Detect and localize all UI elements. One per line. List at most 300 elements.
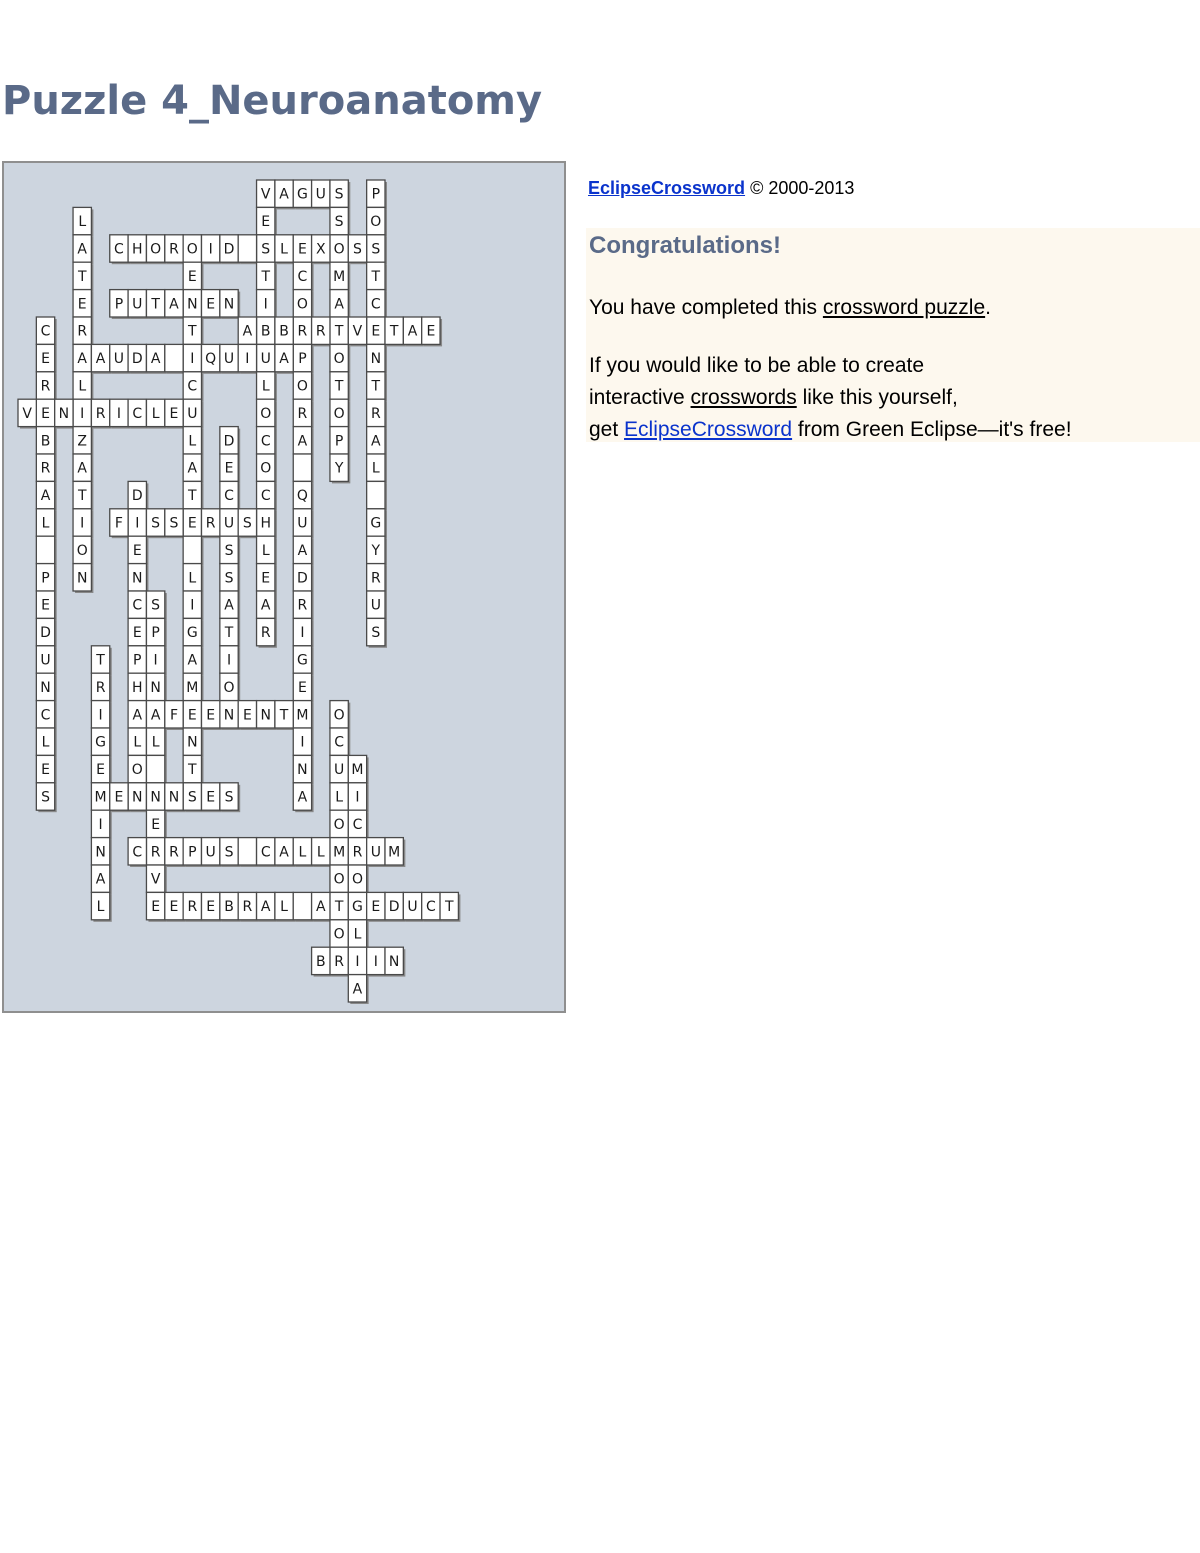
crossword-cell-letter: R — [95, 679, 106, 696]
crossword-cell-letter: R — [370, 570, 381, 587]
crossword-cell-letter: Y — [371, 542, 381, 559]
crossword-cell-letter: S — [169, 515, 179, 532]
completed-prefix: You have completed this — [589, 296, 823, 319]
crossword-cell — [330, 207, 348, 234]
crossword-cell — [330, 947, 348, 974]
crossword-cell-letter: E — [41, 762, 50, 779]
crossword-cell — [293, 180, 311, 207]
crossword-cell-letter: D — [40, 625, 51, 642]
crossword-cell — [183, 646, 201, 673]
crossword-cell-letter: T — [389, 323, 399, 340]
crossword-cell-letter: C — [132, 597, 143, 614]
crossword-cell — [293, 454, 311, 481]
crossword-cell — [146, 728, 164, 755]
create-line-3-suffix: from Green Eclipse—it's free! — [792, 418, 1072, 441]
create-line-2-prefix: interactive — [589, 386, 691, 409]
crossword-cell — [367, 838, 385, 865]
crossword-cell-letter: P — [371, 186, 381, 203]
eclipsecrossword-link[interactable]: EclipseCrossword — [588, 178, 746, 198]
crossword-cell-letter: N — [370, 351, 382, 368]
crossword-cell — [146, 673, 164, 700]
crossword-cell — [385, 892, 403, 919]
crossword-cell-letter: L — [280, 899, 288, 916]
crossword-cell — [91, 838, 109, 865]
crossword-cell-letter: T — [334, 378, 344, 395]
crossword-cell-letter: U — [407, 899, 418, 916]
crossword-cell-letter: R — [40, 460, 51, 477]
crossword-cell-letter: T — [279, 707, 289, 724]
crossword-cell-letter: D — [223, 433, 235, 450]
crossword-cell-letter: L — [353, 926, 362, 943]
crossword-cell-letter: G — [95, 734, 107, 751]
crossword-cell-letter: G — [352, 899, 363, 916]
crossword-cell-letter: T — [444, 899, 454, 916]
crossword-cell — [367, 509, 385, 536]
crossword-cell-letter: R — [370, 405, 381, 422]
crossword-cell — [202, 892, 220, 919]
crossword-cell — [257, 481, 275, 508]
crossword-cell — [128, 755, 146, 782]
crossword-cell-letter: R — [297, 323, 308, 340]
crossword-cell-letter: E — [151, 899, 161, 916]
crossword-cell-letter: R — [242, 899, 253, 916]
crossword-cell-letter: D — [297, 570, 308, 587]
crossword-cell — [202, 235, 220, 262]
crossword-cell — [293, 755, 311, 782]
crossword-cell — [293, 591, 311, 618]
crossword-cell-letter: L — [261, 542, 270, 559]
crossword-cell-letter: U — [132, 296, 143, 313]
crossword-cell-letter: I — [300, 734, 305, 751]
crossword-cell — [110, 783, 128, 810]
crossword-cell-letter: S — [371, 625, 381, 642]
crossword-cell — [183, 372, 201, 399]
crossword-cell-letter: R — [187, 899, 198, 916]
crossword-cell — [238, 344, 256, 371]
crossword-cell — [146, 646, 164, 673]
crossword-cell-letter: P — [41, 570, 50, 587]
crossword-cell-letter: O — [131, 762, 143, 779]
crossword-cell — [275, 701, 293, 728]
crossword-cell — [128, 618, 146, 645]
crossword-cell — [257, 701, 275, 728]
crossword-cell — [422, 317, 440, 344]
crossword-cell — [220, 618, 238, 645]
crossword-cell — [293, 262, 311, 289]
crossword-cell-letter: O — [296, 378, 308, 395]
crossword-cell-letter: T — [151, 296, 160, 313]
crossword-cell — [293, 399, 311, 426]
crossword-cell-letter: H — [132, 679, 143, 696]
crossword-cell-letter: Y — [334, 460, 344, 477]
crossword-cell-letter: S — [224, 844, 234, 861]
crossword-cell — [257, 262, 275, 289]
crossword-cell — [146, 290, 164, 317]
get-eclipsecrossword-link[interactable]: EclipseCrossword — [624, 418, 793, 441]
crossword-cell-letter: I — [355, 953, 360, 970]
crossword-cell-letter: N — [150, 679, 161, 696]
crossword-cell — [312, 838, 330, 865]
crossword-cell — [257, 290, 275, 317]
crossword-cell — [183, 317, 201, 344]
crossword-cell-letter: M — [351, 762, 364, 779]
crossword-cell — [312, 317, 330, 344]
crossword-cell — [202, 783, 220, 810]
crossword-cell — [367, 235, 385, 262]
crossword-cell — [128, 591, 146, 618]
crossword-cell-letter: A — [297, 433, 308, 450]
crossword-cell — [165, 892, 183, 919]
crossword-cell — [73, 509, 91, 536]
crossword-cell — [146, 865, 164, 892]
crossword-cell-letter: O — [260, 460, 272, 477]
crossword-cell-letter: O — [260, 405, 272, 422]
crossword-cell-letter: N — [58, 405, 70, 422]
crossword-cell-letter: A — [187, 652, 198, 669]
crossword-cell-letter: G — [296, 186, 308, 203]
crossword-cell — [128, 290, 146, 317]
crossword-cell-letter: P — [298, 351, 307, 368]
crossword-cell — [330, 454, 348, 481]
crossword-cell — [257, 454, 275, 481]
crossword-cell-letter: A — [279, 844, 289, 861]
crossword-cell-letter: E — [132, 542, 142, 559]
crossword-cell — [275, 838, 293, 865]
crossword-cell-letter: S — [224, 789, 234, 806]
crossword-cell — [36, 536, 54, 563]
crossword-cell-letter: N — [187, 296, 198, 313]
crossword-cell-letter: R — [169, 241, 179, 258]
crossword-cell-letter: E — [96, 762, 106, 779]
crossword-cell — [257, 344, 275, 371]
crossword-cell — [36, 673, 54, 700]
crossword-cell-letter: N — [40, 679, 51, 696]
crossword-cell-letter: D — [388, 899, 400, 916]
crossword-cell — [146, 810, 164, 837]
crossword-cell-letter: E — [77, 296, 87, 313]
crossword-cell — [146, 783, 164, 810]
crossword-cell — [293, 235, 311, 262]
crossword-cell-letter: R — [352, 844, 363, 861]
crossword-cell-letter: U — [205, 844, 216, 861]
crossword-cell-box — [238, 235, 256, 262]
crossword-cell-letter: M — [388, 844, 401, 861]
copyright-text: © 2000-2013 — [750, 178, 855, 198]
crossword-cell — [220, 838, 238, 865]
crossword-cell-letter: S — [261, 241, 271, 258]
crossword-cell-letter: C — [425, 899, 436, 916]
crossword-cell — [110, 509, 128, 536]
crossword-cell-letter: O — [186, 241, 198, 258]
crossword-cell — [385, 838, 403, 865]
crossword-cell-letter: N — [95, 844, 106, 861]
congratulations-panel — [586, 228, 1200, 442]
crossword-cell — [128, 838, 146, 865]
crossword-cell — [312, 892, 330, 919]
crossword-cell-letter: M — [333, 844, 346, 861]
crossword-cell-letter: L — [151, 405, 160, 422]
crossword-cell-letter: O — [333, 405, 345, 422]
crossword-cell-letter: C — [114, 241, 124, 258]
crossword-cell-letter: C — [132, 405, 143, 422]
crossword-cell — [330, 262, 348, 289]
crossword-cell-letter: O — [150, 241, 162, 258]
crossword-cell — [220, 783, 238, 810]
crossword-cell — [73, 262, 91, 289]
crossword-cell — [36, 646, 54, 673]
crossword-cell — [293, 892, 311, 919]
crossword-cell — [128, 509, 146, 536]
crossword-cell-letter: B — [260, 323, 271, 340]
crossword-cell-letter: P — [334, 433, 344, 450]
crossword-cell — [348, 947, 366, 974]
crossword-cell-box — [36, 536, 54, 563]
crossword-cell-letter: N — [132, 570, 143, 587]
crossword-cell — [73, 454, 91, 481]
crossword-cell — [348, 975, 366, 1002]
crossword-cell — [257, 427, 275, 454]
crossword-cell — [367, 207, 385, 234]
crossword-cell-letter: R — [297, 405, 308, 422]
crossword-cell-letter: T — [334, 323, 344, 340]
crossword-cell-letter: E — [297, 679, 307, 696]
crossword-cell-letter: C — [187, 378, 198, 395]
crossword-cell — [238, 892, 256, 919]
crossword-cell — [91, 892, 109, 919]
crossword-cell — [220, 564, 238, 591]
crossword-cell — [146, 618, 164, 645]
crossword-cell-letter: E — [224, 460, 234, 477]
crossword-cell-letter: U — [223, 515, 235, 532]
crossword-cell-letter: L — [133, 734, 142, 751]
crossword-cell — [293, 783, 311, 810]
crossword-cell — [220, 591, 238, 618]
crossword-cell-letter: A — [352, 981, 363, 998]
crossword-cell-letter: E — [371, 899, 381, 916]
crossword-cell-letter: O — [223, 679, 235, 696]
crossword-cell-letter: O — [333, 241, 345, 258]
congrats-heading: Congratulations! — [589, 232, 781, 259]
crossword-cell-letter: L — [151, 734, 160, 751]
crossword-cell-letter: L — [261, 378, 270, 395]
crossword-cell-letter: R — [334, 953, 344, 970]
crossword-cell — [36, 427, 54, 454]
crossword-cell-letter: T — [261, 268, 271, 285]
crossword-cell — [183, 673, 201, 700]
crossword-cell — [202, 509, 220, 536]
crossword-cell — [293, 427, 311, 454]
crossword-cell-letter: T — [77, 488, 87, 505]
crossword-cell-letter: S — [371, 241, 381, 258]
crossword-cell-letter: L — [280, 241, 288, 258]
crossword-cell — [73, 427, 91, 454]
crossword-cell-letter: I — [98, 707, 103, 724]
crossword-cell-letter: L — [78, 378, 87, 395]
crossword-cell-letter: I — [355, 789, 360, 806]
crossword-cell — [348, 235, 366, 262]
crossword-cell — [91, 646, 109, 673]
crossword-cell — [275, 317, 293, 344]
crossword-cell-letter: P — [188, 844, 197, 861]
crossword-cell-letter: L — [335, 789, 344, 806]
crossword-cell-letter: O — [333, 926, 345, 943]
crossword-cell — [73, 235, 91, 262]
crossword-cell-letter: S — [224, 542, 234, 559]
crossword-cell-letter: U — [113, 351, 125, 368]
crossword-cell — [146, 591, 164, 618]
crossword-cell — [440, 892, 458, 919]
crossword-cell-letter: E — [114, 789, 124, 806]
crossword-cell — [257, 207, 275, 234]
crossword-cell-box — [146, 755, 164, 782]
crossword-cell-letter: P — [133, 652, 142, 669]
crossword-cell-letter: L — [371, 460, 380, 477]
crossword-cell-letter: N — [223, 296, 235, 313]
crossword-cell-letter: F — [169, 707, 179, 724]
crossword-cell — [385, 317, 403, 344]
crossword-cell-letter: A — [242, 323, 253, 340]
crossword-cell — [128, 344, 146, 371]
crossword-cell — [91, 810, 109, 837]
crossword-cell — [257, 536, 275, 563]
crossword-cell-letter: A — [150, 351, 161, 368]
crossword-cell-letter: U — [370, 597, 381, 614]
crossword-cell — [367, 536, 385, 563]
crossword-cell — [202, 290, 220, 317]
crossword-cell-letter: R — [95, 405, 106, 422]
crossword-cell — [220, 701, 238, 728]
crossword-cell — [330, 783, 348, 810]
crossword-cell-letter: L — [316, 844, 325, 861]
crossword-cell-letter: S — [224, 570, 234, 587]
crossword-cell — [257, 372, 275, 399]
crossword-cell-letter: O — [333, 351, 345, 368]
crossword-cell-letter: L — [96, 899, 105, 916]
crossword-cell — [220, 509, 238, 536]
crossword-cell-letter: B — [40, 433, 51, 450]
crossword-cell — [257, 892, 275, 919]
crossword-cell — [91, 344, 109, 371]
crossword-cell — [146, 701, 164, 728]
crossword-cell-letter: A — [77, 351, 88, 368]
crossword-cell-letter: E — [41, 405, 50, 422]
crossword-cell-letter: R — [77, 323, 88, 340]
crossword-svg — [4, 163, 564, 1011]
crossword-cell — [367, 947, 385, 974]
crossword-cell — [128, 728, 146, 755]
crossword-cell — [220, 344, 238, 371]
crossword-cell-letter: E — [297, 241, 307, 258]
crossword-cell — [128, 783, 146, 810]
crossword-cell-letter: Q — [296, 488, 308, 505]
crossword-puzzle-link[interactable]: crossword puzzle — [822, 296, 986, 319]
crossword-cell — [257, 317, 275, 344]
crossword-cell — [293, 673, 311, 700]
crossword-cell — [330, 920, 348, 947]
crossword-cell-letter: S — [151, 597, 161, 614]
crossword-cell-letter: R — [40, 378, 51, 395]
crossword-cell — [165, 344, 183, 371]
crossword-cell — [348, 317, 366, 344]
crossword-cell — [403, 317, 421, 344]
crossword-cell-letter: A — [40, 488, 51, 505]
crossword-cell — [220, 536, 238, 563]
crossword-cell — [220, 646, 238, 673]
crossword-cell-letter: U — [40, 652, 51, 669]
crossword-cell — [183, 618, 201, 645]
crossword-cell — [385, 947, 403, 974]
crossword-cell-letter: X — [315, 241, 326, 258]
crossword-cell — [367, 372, 385, 399]
crossword-cell — [36, 317, 54, 344]
crossword-cell-letter: A — [77, 241, 88, 258]
crossword-cell — [165, 509, 183, 536]
crossword-cell — [73, 344, 91, 371]
crossword-cell — [275, 235, 293, 262]
crossword-cell — [220, 673, 238, 700]
completed-message — [589, 292, 991, 324]
crossword-cell-letter: B — [279, 323, 289, 340]
crossword-cell — [293, 728, 311, 755]
crossword-cell-letter: C — [297, 268, 308, 285]
crossword-cell — [257, 591, 275, 618]
crossword-cell-letter: I — [263, 296, 268, 313]
crossword-cell-letter: A — [260, 597, 271, 614]
crossword-cell — [183, 262, 201, 289]
crossword-cell — [73, 564, 91, 591]
crossword-cell-box — [165, 344, 183, 371]
crossword-cell — [36, 701, 54, 728]
crossword-cell — [293, 344, 311, 371]
crossword-cell — [257, 399, 275, 426]
crossword-cell-letter: I — [80, 405, 85, 422]
crossword-cell — [183, 481, 201, 508]
crossword-cell-letter: Z — [77, 433, 88, 450]
crossword-cell-letter: T — [96, 652, 105, 669]
crossword-cell — [367, 290, 385, 317]
crossword-cell-letter: E — [261, 214, 271, 231]
crossword-cell — [238, 838, 256, 865]
crosswords-link[interactable]: crosswords — [690, 386, 797, 409]
crossword-cell — [110, 235, 128, 262]
crossword-cell — [330, 701, 348, 728]
crossword-cell — [220, 235, 238, 262]
crossword-cell-letter: L — [188, 433, 197, 450]
crossword-cell-letter: G — [296, 652, 308, 669]
crossword-cell-letter: S — [151, 515, 161, 532]
crossword-cell — [73, 317, 91, 344]
crossword-cell-letter: G — [186, 625, 198, 642]
crossword-cell — [146, 399, 164, 426]
crossword-cell — [257, 564, 275, 591]
crossword-cell-letter: I — [80, 515, 85, 532]
crossword-cell-letter: R — [315, 323, 326, 340]
crossword-cell-letter: U — [297, 515, 308, 532]
crossword-cell — [183, 290, 201, 317]
crossword-cell-letter: C — [40, 707, 51, 724]
crossword-cell-letter: I — [135, 515, 140, 532]
crossword-cell-letter: I — [98, 816, 103, 833]
crossword-cell — [293, 290, 311, 317]
crossword-cell — [91, 728, 109, 755]
completed-suffix: . — [985, 296, 991, 319]
crossword-cell — [202, 344, 220, 371]
crossword-cell-letter: E — [187, 515, 197, 532]
crossword-cell — [422, 892, 440, 919]
crossword-cell-letter: S — [334, 186, 344, 203]
crossword-cell — [348, 920, 366, 947]
crossword-cell-letter: D — [131, 351, 143, 368]
